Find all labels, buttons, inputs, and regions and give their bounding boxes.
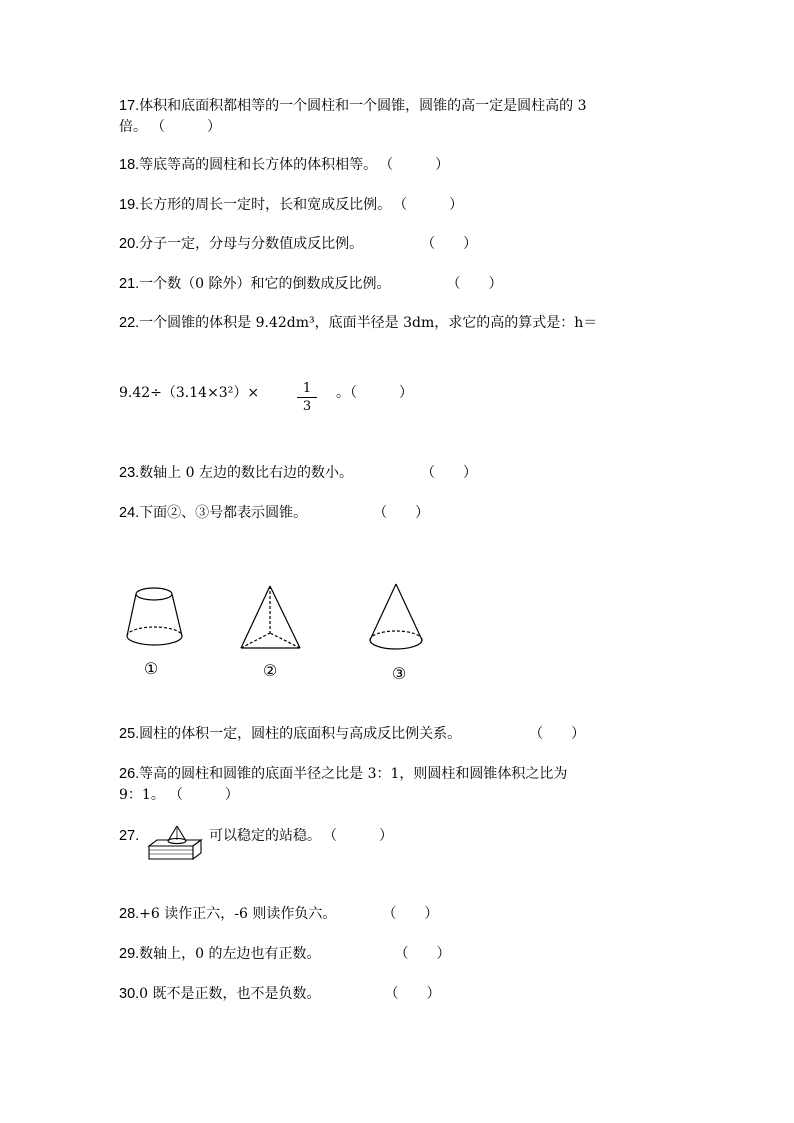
question-text: +6 读作正六，-6 则读作负六。 <box>139 906 337 922</box>
question-text: 等高的圆柱和圆锥的底面半径之比是 3：1，则圆柱和圆锥体积之比为 <box>139 766 568 782</box>
question-21 <box>119 274 503 294</box>
answer-blank[interactable]: （ ） <box>323 828 393 844</box>
question-20 <box>119 234 477 254</box>
question-19 <box>119 195 463 215</box>
question-text: 圆柱的体积一定，圆柱的底面积与高成反比例关系。 <box>139 726 462 742</box>
question-23 <box>119 463 477 483</box>
answer-blank[interactable]: 。（ ） <box>336 385 413 401</box>
question-text: 倍。 <box>119 119 147 135</box>
question-number: 23. <box>119 465 140 481</box>
question-text: 数轴上 0 左边的数比右边的数小。 <box>139 465 353 481</box>
question-28 <box>119 904 438 924</box>
question-text: 9：1。 <box>119 787 165 803</box>
question-number: 22. <box>119 315 140 331</box>
frustum-figure <box>127 588 182 645</box>
question-number: 26. <box>119 766 140 782</box>
answer-blank[interactable]: （ ） <box>373 505 430 521</box>
answer-blank[interactable]: （ ） <box>151 119 221 135</box>
question-number: 17. <box>119 98 140 114</box>
answer-blank[interactable]: （ ） <box>393 197 464 213</box>
question-text: 一个数（0 除外）和它的倒数成反比例。 <box>139 276 391 292</box>
question-26-line2 <box>119 785 239 805</box>
question-22-formula <box>119 383 259 403</box>
answer-blank[interactable]: （ ） <box>420 465 477 481</box>
question-number: 29. <box>119 946 140 962</box>
figure-label-3: ③ <box>391 664 407 683</box>
question-30 <box>119 984 441 1004</box>
question-29 <box>119 944 451 964</box>
pyramid-figure <box>241 586 300 648</box>
question-number: 19. <box>119 197 140 213</box>
question-number: 28. <box>119 906 140 922</box>
question-number: 25. <box>119 726 140 742</box>
question-number: 24. <box>119 505 140 521</box>
question-text: 体积和底面积都相等的一个圆柱和一个圆锥，圆锥的高一定是圆柱高的 3 <box>139 98 587 114</box>
question-number: 30. <box>119 986 140 1002</box>
question-number: 20. <box>119 236 140 252</box>
fraction-numerator: 1 <box>302 381 312 396</box>
answer-blank[interactable]: （ ） <box>421 236 478 252</box>
question-17 <box>119 96 587 116</box>
question-22 <box>119 313 597 333</box>
answer-blank[interactable]: （ ） <box>446 276 503 292</box>
fraction-bar <box>297 397 317 398</box>
fraction-one-third <box>297 381 317 414</box>
formula-text: 9.42÷（3.14×3²）× <box>119 385 260 401</box>
figure-label-1: ① <box>143 659 159 678</box>
answer-blank[interactable]: （ ） <box>394 946 451 962</box>
question-24 <box>119 503 429 523</box>
question-text: 数轴上，0 的左边也有正数。 <box>139 946 321 962</box>
answer-blank[interactable]: （ ） <box>384 986 441 1002</box>
question-27-number <box>119 826 139 846</box>
fraction-denominator: 3 <box>302 399 312 414</box>
answer-blank[interactable]: （ ） <box>529 726 586 742</box>
question-text: 一个圆锥的体积是 9.42dm³，底面半径是 3dm，求它的高的算式是：h＝ <box>139 315 598 331</box>
question-text: 分子一定，分母与分数值成反比例。 <box>139 236 364 252</box>
cone-figure <box>370 584 422 649</box>
answer-blank[interactable]: （ ） <box>382 906 439 922</box>
figure-label-2: ② <box>262 661 278 680</box>
question-text: 下面②、③号都表示圆锥。 <box>139 505 308 521</box>
question-26 <box>119 764 567 784</box>
question-27 <box>209 826 393 846</box>
question-text: 等底等高的圆柱和长方体的体积相等。 <box>139 157 378 173</box>
cone-on-box-figure <box>145 822 205 862</box>
question-text: 长方形的周长一定时，长和宽成反比例。 <box>139 197 392 213</box>
question-number: 21. <box>119 276 140 292</box>
question-18 <box>119 155 449 175</box>
answer-blank[interactable]: （ ） <box>168 787 239 803</box>
question-17-line2 <box>119 117 221 137</box>
solid-figures <box>120 578 440 688</box>
question-text: 0 既不是正数，也不是负数。 <box>139 986 321 1002</box>
answer-blank[interactable]: （ ） <box>379 157 450 173</box>
question-text: 可以稳定的站稳。 <box>209 828 321 844</box>
question-22-answer <box>336 383 413 403</box>
question-number: 27. <box>119 828 140 844</box>
question-number: 18. <box>119 157 140 173</box>
question-25 <box>119 724 585 744</box>
